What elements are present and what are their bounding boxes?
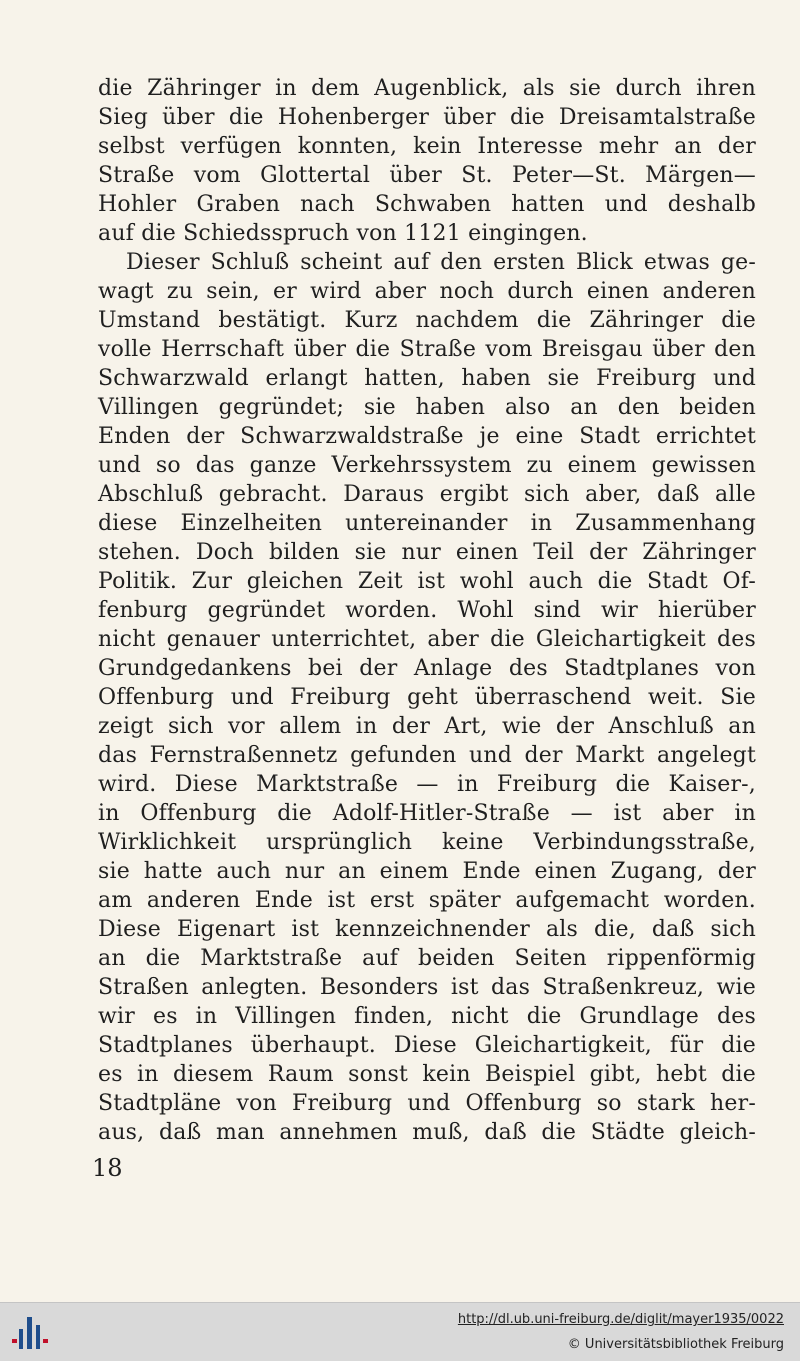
text-line: Enden der Schwarzwaldstraße je eine Stadt errichtet bbox=[98, 424, 756, 449]
text-line: diese Einzelheiten untereinander in Zusammenhang bbox=[98, 511, 756, 536]
text-line: Hohler Graben nach Schwaben hatten und deshalb bbox=[98, 192, 756, 217]
text-line: Dieser Schluß scheint auf den ersten Blick etwas ge- bbox=[126, 250, 756, 275]
text-line: das Fernstraßennetz gefunden und der Markt angelegt bbox=[98, 743, 756, 768]
text-line: Umstand bestätigt. Kurz nachdem die Zähringer die bbox=[98, 308, 756, 333]
text-line: am anderen Ende ist erst später aufgemacht worden. bbox=[98, 888, 756, 913]
copyright-notice: © Universitätsbibliothek Freiburg bbox=[567, 1337, 784, 1352]
text-line: Stadtplanes überhaupt. Diese Gleichartigkeit, für die bbox=[98, 1033, 756, 1058]
text-line: Sieg über die Hohenberger über die Dreisamtalstraße bbox=[98, 105, 756, 130]
body-text bbox=[98, 74, 756, 1147]
text-line: Schwarzwald erlangt hatten, haben sie Freiburg und bbox=[98, 366, 756, 391]
text-line: zeigt sich vor allem in der Art, wie der Anschluß an bbox=[98, 714, 756, 739]
text-line: Abschluß gebracht. Daraus ergibt sich aber, daß alle bbox=[98, 482, 756, 507]
ub-freiburg-logo-icon bbox=[10, 1313, 50, 1353]
text-line: selbst verfügen konnten, kein Interesse mehr an der bbox=[98, 134, 756, 159]
text-line: auf die Schiedsspruch von 1121 eingingen. bbox=[98, 221, 588, 246]
text-line: an die Marktstraße auf beiden Seiten rippenförmig bbox=[98, 946, 756, 971]
viewer-footer bbox=[0, 1302, 800, 1361]
text-line: in Offenburg die Adolf-Hitler-Straße — ist aber in bbox=[98, 801, 756, 826]
text-line: wird. Diese Marktstraße — in Freiburg die Kaiser-, bbox=[98, 772, 756, 797]
permalink-url[interactable]: http://dl.ub.uni-freiburg.de/diglit/mayer1935/0022 bbox=[457, 1312, 784, 1327]
text-line: wir es in Villingen finden, nicht die Grundlage des bbox=[98, 1004, 756, 1029]
text-line: volle Herrschaft über die Straße vom Breisgau über den bbox=[98, 337, 756, 362]
text-line: Politik. Zur gleichen Zeit ist wohl auch die Stadt Of- bbox=[98, 569, 756, 594]
page-number: 18 bbox=[92, 1154, 123, 1182]
text-line: die Zähringer in dem Augenblick, als sie durch ihren bbox=[98, 76, 756, 101]
text-line: und so das ganze Verkehrssystem zu einem gewissen bbox=[98, 453, 756, 478]
text-line: Offenburg und Freiburg geht überraschend weit. Sie bbox=[98, 685, 756, 710]
text-line: es in diesem Raum sonst kein Beispiel gibt, hebt die bbox=[98, 1062, 756, 1087]
text-line: Grundgedankens bei der Anlage des Stadtplanes von bbox=[98, 656, 756, 681]
text-line: Diese Eigenart ist kennzeichnender als die, daß sich bbox=[98, 917, 756, 942]
text-line: Straßen anlegten. Besonders ist das Straßenkreuz, wie bbox=[98, 975, 756, 1000]
text-line: Wirklichkeit ursprünglich keine Verbindungsstraße, bbox=[98, 830, 756, 855]
text-line: Villingen gegründet; sie haben also an den beiden bbox=[98, 395, 756, 420]
text-line: Straße vom Glottertal über St. Peter—St. Märgen— bbox=[98, 163, 756, 188]
text-line: aus, daß man annehmen muß, daß die Städte gleich- bbox=[98, 1120, 756, 1145]
text-line: fenburg gegründet worden. Wohl sind wir hierüber bbox=[98, 598, 756, 623]
text-line: sie hatte auch nur an einem Ende einen Zugang, der bbox=[98, 859, 756, 884]
text-line: stehen. Doch bilden sie nur einen Teil der Zähringer bbox=[98, 540, 756, 565]
text-line: Stadtpläne von Freiburg und Offenburg so stark her- bbox=[98, 1091, 756, 1116]
text-line: nicht genauer unterrichtet, aber die Gleichartigkeit des bbox=[98, 627, 756, 652]
text-line: wagt zu sein, er wird aber noch durch einen anderen bbox=[98, 279, 756, 304]
